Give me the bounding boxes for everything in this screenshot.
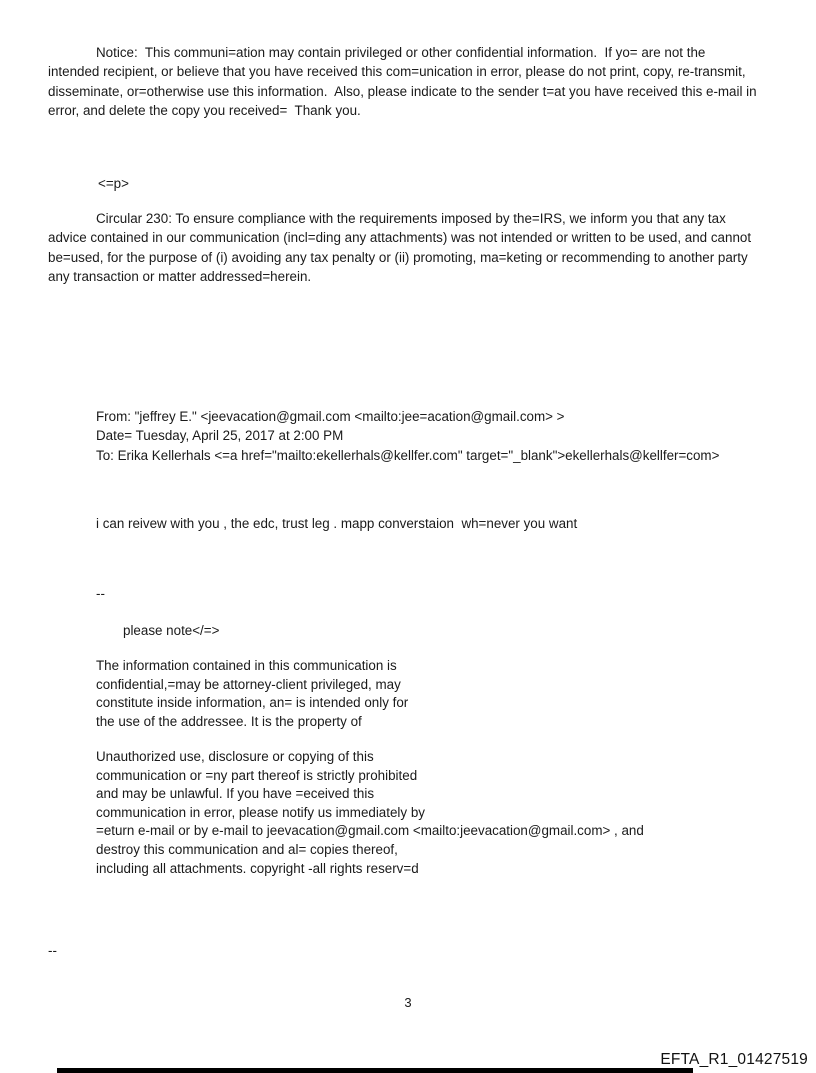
please-note-line: please note</=> [123,623,220,638]
scan-artifact-bar [57,1068,693,1073]
unauthorized-line: including all attachments. copyright -all rights reserv=d [96,860,419,876]
circular-line: Circular 230: To ensure compliance with the requirements imposed by the=IRS, we inform you that any tax [96,211,726,226]
notice-paragraph [48,43,772,121]
confidentiality-paragraph [96,657,516,731]
email-header-from: From: "jeffrey E." <jeevacation@gmail.com <mailto:jee=acation@gmail.com> > [96,409,565,424]
circular-line: be=used, for the purpose of (i) avoiding any tax penalty or (ii) promoting, ma=keting or recommending to another party [48,249,748,265]
circular-line: any transaction or matter addressed=herein. [48,269,312,285]
trailing-separator: -- [48,943,57,958]
notice-line: disseminate, or=otherwise use this information. Also, please indicate to the sender t=at you have received this e-mail in [48,83,757,99]
email-header-to: To: Erika Kellerhals <=a href="mailto:ekellerhals@kellfer.com" target="_blank">ekellerhals@kellfer=com> [96,447,720,463]
notice-line: Notice: This communi=ation may contain privileged or other confidential information. If yo= are not the [96,45,706,60]
notice-line: intended recipient, or believe that you have received this com=unication in error, please do not print, copy, re-transmit, [48,64,746,80]
unauthorized-line: =eturn e-mail or by e-mail to jeevacation@gmail.com <mailto:jeevacation@gmail.com> , and [96,823,644,839]
confidentiality-line: The information contained in this communication is [96,658,397,673]
confidentiality-line: confidential,=may be attorney-client privileged, may [96,676,401,692]
bates-number: EFTA_R1_01427519 [660,1051,808,1068]
email-headers [96,407,796,465]
unauthorized-use-paragraph [96,748,716,878]
unauthorized-line: communication in error, please notify us immediately by [96,804,425,820]
page-number: 3 [404,995,412,1010]
circular-230-paragraph [48,209,772,287]
circular-line: advice contained in our communication (incl=ding any attachments) was not intended or written to be used, and cannot [48,230,752,246]
notice-line: error, and delete the copy you received= Thank you. [48,103,361,119]
message-body-line: i can reivew with you , the edc, trust leg . mapp converstaion wh=never you want [96,516,578,531]
unauthorized-line: and may be unlawful. If you have =eceived this [96,786,375,802]
stray-html-tag: <=p> [98,176,129,191]
signature-separator: -- [96,586,105,601]
email-header-date: Date= Tuesday, April 25, 2017 at 2:00 PM [96,428,344,444]
unauthorized-line: Unauthorized use, disclosure or copying of this [96,749,374,764]
unauthorized-line: communication or =ny part thereof is strictly prohibited [96,767,418,783]
confidentiality-line: constitute inside information, an= is intended only for [96,695,409,711]
unauthorized-line: destroy this communication and al= copies thereof, [96,841,398,857]
confidentiality-line: the use of the addressee. It is the property of [96,713,362,729]
